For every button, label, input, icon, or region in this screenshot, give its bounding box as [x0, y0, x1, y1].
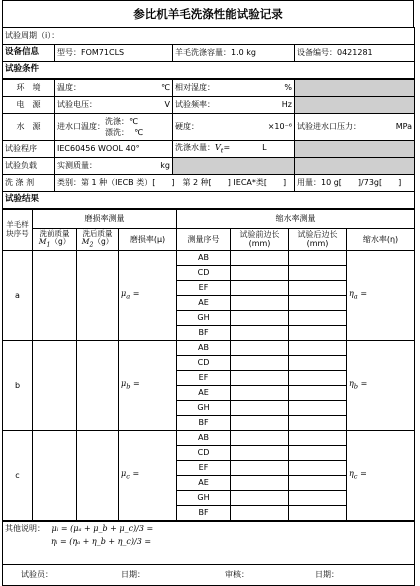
shrink-rate-cell[interactable]	[347, 341, 415, 431]
tester-field[interactable]: 试验员：	[21, 570, 53, 580]
measure-id: BF	[177, 506, 231, 521]
measure-id: CD	[177, 266, 231, 281]
detergent-type-field[interactable]: 类别：第 1 种（IECB 类）[ ] 第 2 种[ ] IECA*类[ ]	[55, 175, 295, 192]
before-length-cell[interactable]	[231, 431, 289, 446]
measure-id: BF	[177, 326, 231, 341]
measure-no-header: 测量序号	[177, 228, 231, 250]
mu-equals: =	[133, 379, 140, 389]
actual-mass-unit: kg	[160, 161, 170, 171]
program-label: 试验程序	[3, 141, 55, 158]
sample-id: a	[3, 251, 33, 341]
pre-mass-label: 洗前质量	[39, 228, 70, 238]
after-length-cell[interactable]	[289, 461, 347, 476]
pre-mass-sub: 1	[46, 241, 51, 249]
after-length-cell[interactable]	[289, 296, 347, 311]
reviewer-field[interactable]: 审核：	[225, 570, 249, 580]
before-length-cell[interactable]	[231, 296, 289, 311]
eta-sub: c	[353, 472, 358, 481]
shrink-group-header: 缩水率测量	[177, 210, 415, 229]
freq-field[interactable]	[173, 97, 295, 114]
post-mass-label: 洗后质量	[82, 228, 113, 238]
before-length-cell[interactable]	[231, 341, 289, 356]
before-length-cell[interactable]	[231, 476, 289, 491]
notes-table	[2, 521, 415, 586]
conditions-header: 试验条件	[3, 62, 415, 79]
power-empty-cell	[295, 97, 415, 114]
after-length-cell[interactable]	[289, 491, 347, 506]
after-len-header: 试验后边长(mm)	[289, 228, 347, 250]
after-length-cell[interactable]	[289, 371, 347, 386]
formula-mu: μᵢ = (μₐ + μ_b + μ_c)/3 =	[51, 524, 154, 533]
humidity-unit: %	[284, 83, 292, 93]
mu-sub: b	[126, 382, 131, 391]
measure-id: EF	[177, 281, 231, 296]
post-mass-cell[interactable]	[77, 341, 119, 431]
measure-id: AE	[177, 386, 231, 401]
after-length-cell[interactable]	[289, 311, 347, 326]
humidity-field[interactable]	[173, 80, 295, 97]
rinse-label: 漂洗：	[105, 128, 129, 137]
before-length-cell[interactable]	[231, 506, 289, 521]
mu-equals: =	[132, 289, 140, 299]
date-field-2[interactable]: 日期：	[315, 570, 339, 580]
before-length-cell[interactable]	[231, 371, 289, 386]
notes-label: 其他说明：	[5, 524, 45, 533]
after-length-cell[interactable]	[289, 431, 347, 446]
date-field-1[interactable]: 日期：	[121, 570, 145, 580]
water-volume-symbol: V	[215, 142, 221, 152]
eta-symbol: η	[349, 469, 354, 479]
eta-equals: =	[360, 289, 368, 299]
voltage-label: 试验电压：	[57, 100, 97, 110]
notes-cell[interactable]	[3, 522, 415, 565]
temp-field[interactable]	[55, 80, 173, 97]
results-table	[2, 209, 415, 521]
abrasion-rate-header: 磨损率(μ)	[119, 228, 177, 250]
cycle-field[interactable]	[3, 28, 415, 45]
eta-equals: =	[360, 469, 367, 479]
load-empty-cell-1	[173, 158, 295, 175]
freq-unit: Hz	[281, 100, 292, 110]
shrink-rate-header: 缩水率(η)	[347, 228, 415, 250]
before-len-header: 试验前边长(mm)	[231, 228, 289, 250]
measure-id: EF	[177, 461, 231, 476]
device-info-label: 设备信息	[3, 45, 55, 62]
formula-eta: ηᵢ = (ηₐ + η_b + η_c)/3 =	[51, 537, 152, 547]
post-mass-cell[interactable]	[77, 251, 119, 341]
eta-sub: b	[353, 382, 359, 391]
inlet-pressure-label: 试验进水口压力：	[297, 122, 361, 132]
measure-id: BF	[177, 416, 231, 431]
after-length-cell[interactable]	[289, 506, 347, 521]
pre-mass-unit: （g）	[50, 237, 71, 247]
cycle-label: 试验周期（i）：	[5, 31, 60, 41]
abrasion-group-header: 磨损率测量	[33, 210, 177, 229]
test-record-form	[2, 0, 414, 586]
water-volume-sub: t	[220, 146, 224, 155]
temp-unit: ℃	[161, 83, 170, 93]
header-table	[2, 27, 415, 79]
humidity-label: 相对湿度：	[175, 83, 215, 93]
shrink-rate-cell[interactable]	[347, 251, 415, 341]
water-volume-label: 洗涤水量：	[175, 142, 215, 152]
pre-mass-symbol: M	[38, 237, 47, 247]
before-length-cell[interactable]	[231, 356, 289, 371]
eta-symbol: η	[349, 379, 354, 389]
mu-sub: a	[126, 292, 131, 301]
load-empty-cell-2	[295, 158, 415, 175]
after-length-cell[interactable]	[289, 251, 347, 266]
inlet-pressure-field[interactable]	[295, 114, 415, 141]
after-length-cell[interactable]	[289, 401, 347, 416]
power-label: 电 源	[3, 97, 55, 114]
detergent-label: 洗 涤 剂	[3, 175, 55, 192]
water-volume-field[interactable]	[173, 141, 295, 158]
wash-unit: ℃	[129, 117, 138, 126]
load-label: 试验负载	[3, 158, 55, 175]
table-row	[3, 341, 415, 356]
inlet-temp-label: 进水口温度：	[57, 122, 105, 132]
measure-id: EF	[177, 371, 231, 386]
mu-symbol: μ	[121, 469, 127, 479]
signature-row	[3, 565, 415, 586]
measure-id: GH	[177, 311, 231, 326]
before-length-cell[interactable]	[231, 326, 289, 341]
measure-id: AE	[177, 476, 231, 491]
after-length-cell[interactable]	[289, 326, 347, 341]
measure-id: AB	[177, 431, 231, 446]
actual-mass-field[interactable]	[55, 158, 173, 175]
pressure-unit: MPa	[395, 122, 412, 132]
env-label: 环 境	[3, 80, 55, 97]
eta-equals: =	[360, 379, 368, 389]
table-row	[3, 251, 415, 266]
post-mass-header	[77, 228, 119, 250]
actual-mass-label: 实测质量：	[57, 161, 97, 171]
sample-id: c	[3, 431, 33, 521]
after-length-cell[interactable]	[289, 281, 347, 296]
model-field: 型号：FOM71CLS	[55, 45, 173, 62]
mu-sub: c	[126, 472, 130, 481]
hardness-unit: ×10⁻⁶	[267, 122, 292, 132]
pre-mass-header	[33, 228, 77, 250]
before-length-cell[interactable]	[231, 446, 289, 461]
abrasion-rate-cell[interactable]	[119, 251, 177, 341]
post-mass-cell[interactable]	[77, 431, 119, 521]
pre-mass-cell[interactable]	[33, 251, 77, 341]
results-header: 试验结果	[3, 192, 415, 209]
measure-id: GH	[177, 401, 231, 416]
wash-label: 洗涤：	[105, 117, 129, 126]
pre-mass-cell[interactable]	[33, 341, 77, 431]
mu-symbol: μ	[121, 289, 127, 299]
post-mass-sub: 2	[89, 241, 94, 249]
program-empty-cell	[295, 141, 415, 158]
freq-label: 试验频率：	[175, 100, 215, 110]
eta-sub: a	[353, 292, 358, 301]
after-length-cell[interactable]	[289, 476, 347, 491]
measure-id: AB	[177, 251, 231, 266]
mu-symbol: μ	[121, 379, 127, 389]
before-length-cell[interactable]	[231, 266, 289, 281]
eta-symbol: η	[349, 289, 354, 299]
before-length-cell[interactable]	[231, 491, 289, 506]
inlet-temp-field[interactable]	[55, 114, 173, 141]
after-length-cell[interactable]	[289, 341, 347, 356]
after-length-cell[interactable]	[289, 266, 347, 281]
serial-field: 设备编号：0421281	[295, 45, 415, 62]
voltage-field[interactable]	[55, 97, 173, 114]
voltage-unit: V	[164, 100, 170, 110]
after-length-cell[interactable]	[289, 416, 347, 431]
before-length-cell[interactable]	[231, 461, 289, 476]
program-field: IEC60456 WOOL 40°	[55, 141, 173, 158]
form-title: 参比机羊毛洗涤性能试验记录	[2, 0, 414, 27]
rinse-unit: ℃	[134, 128, 144, 137]
measure-id: AE	[177, 296, 231, 311]
shrink-rate-cell[interactable]	[347, 431, 415, 521]
sample-no-header: 羊毛样块序号	[3, 210, 33, 251]
conditions-table	[2, 79, 415, 209]
hardness-label: 硬度：	[175, 122, 199, 132]
before-length-cell[interactable]	[231, 281, 289, 296]
post-mass-symbol: M	[81, 237, 90, 247]
before-length-cell[interactable]	[231, 251, 289, 266]
post-mass-unit: （g）	[93, 237, 114, 247]
abrasion-rate-cell[interactable]	[119, 431, 177, 521]
mu-equals: =	[132, 469, 140, 479]
dosage-field[interactable]: 用量：10 g[ ]/73g[ ]	[295, 175, 415, 192]
water-volume-unit: = L	[223, 142, 267, 152]
after-length-cell[interactable]	[289, 386, 347, 401]
measure-id: AB	[177, 341, 231, 356]
measure-id: CD	[177, 356, 231, 371]
measure-id: GH	[177, 491, 231, 506]
temp-label: 温度：	[57, 83, 81, 93]
capacity-field: 羊毛洗涤容量：1.0 kg	[173, 45, 295, 62]
pre-mass-cell[interactable]	[33, 431, 77, 521]
measure-id: CD	[177, 446, 231, 461]
water-label: 水 源	[3, 114, 55, 141]
table-row	[3, 431, 415, 446]
sample-id: b	[3, 341, 33, 431]
env-empty-cell	[295, 80, 415, 97]
abrasion-rate-cell[interactable]	[119, 341, 177, 431]
after-length-cell[interactable]	[289, 446, 347, 461]
after-length-cell[interactable]	[289, 356, 347, 371]
before-length-cell[interactable]	[231, 416, 289, 431]
hardness-field[interactable]	[173, 114, 295, 141]
before-length-cell[interactable]	[231, 386, 289, 401]
before-length-cell[interactable]	[231, 311, 289, 326]
before-length-cell[interactable]	[231, 401, 289, 416]
